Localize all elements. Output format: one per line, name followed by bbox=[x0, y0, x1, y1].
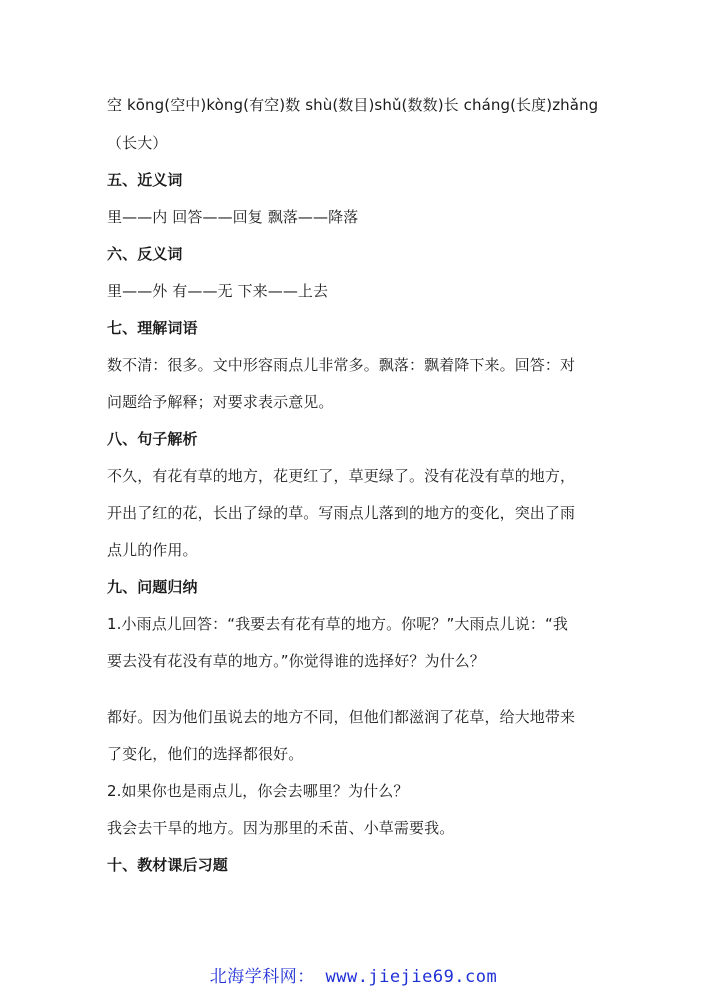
question-1-line-1: 1.小雨点儿回答：“我要去有花有草的地方。你呢？”大雨点儿说：“我 bbox=[107, 615, 568, 633]
question-2-line: 2.如果你也是雨点儿，你会去哪里？为什么？ bbox=[107, 782, 409, 800]
answer-1-line-1: 都好。因为他们虽说去的地方不同，但他们都滋润了花草，给大地带来 bbox=[107, 708, 576, 726]
footer-website: 北海学科网： www.jiejie69.com bbox=[209, 967, 498, 987]
answer-2-line: 我会去干旱的地方。因为那里的禾苗、小草需要我。 bbox=[107, 819, 455, 837]
sentence-analysis-line-3: 点儿的作用。 bbox=[107, 541, 198, 559]
synonyms-line: 里——内 回答——回复 飘落——降落 bbox=[107, 208, 359, 226]
vocabulary-line-1: 数不清：很多。文中形容雨点儿非常多。飘落：飘着降下来。回答：对 bbox=[107, 356, 576, 374]
section-heading-questions: 九、问题归纳 bbox=[107, 578, 198, 596]
section-heading-synonyms: 五、近义词 bbox=[107, 171, 183, 189]
polyphone-line-2: （长大） bbox=[107, 134, 168, 152]
sentence-analysis-line-1: 不久，有花有草的地方，花更红了，草更绿了。没有花没有草的地方， bbox=[107, 467, 576, 485]
section-heading-vocabulary: 七、理解词语 bbox=[107, 319, 198, 337]
question-1-line-2: 要去没有花没有草的地方。”你觉得谁的选择好？为什么？ bbox=[107, 652, 485, 670]
antonyms-line: 里——外 有——无 下来——上去 bbox=[107, 282, 329, 300]
polyphone-line-1: 空 kōng(空中)kòng(有空)数 shù(数目)shǔ(数数)长 cháng(长度)zhǎng bbox=[107, 96, 599, 114]
sentence-analysis-line-2: 开出了红的花，长出了绿的草。写雨点儿落到的地方的变化，突出了雨 bbox=[107, 504, 576, 522]
answer-1-line-2: 了变化，他们的选择都很好。 bbox=[107, 745, 304, 763]
vocabulary-line-2: 问题给予解释；对要求表示意见。 bbox=[107, 393, 334, 411]
section-heading-antonyms: 六、反义词 bbox=[107, 245, 183, 263]
section-heading-textbook-exercises: 十、教材课后习题 bbox=[107, 856, 228, 874]
section-heading-sentence-analysis: 八、句子解析 bbox=[107, 430, 198, 448]
